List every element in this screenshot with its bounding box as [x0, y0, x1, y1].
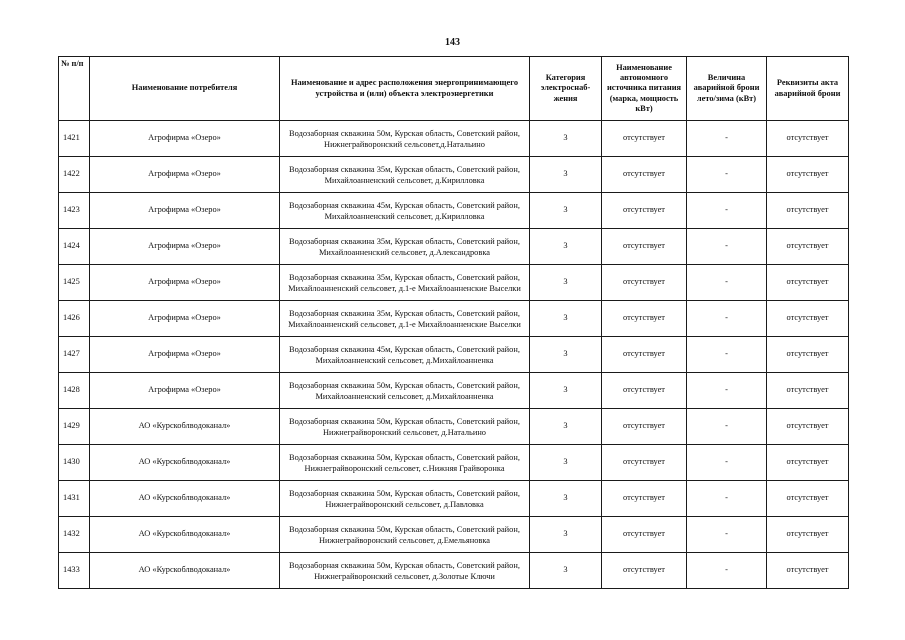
cell-num: 1433 — [59, 553, 90, 589]
cell-power-source: отсутствует — [602, 157, 687, 193]
cell-power-source: отсутствует — [602, 301, 687, 337]
cell-reserve: - — [687, 553, 767, 589]
cell-num: 1430 — [59, 445, 90, 481]
cell-consumer: Агрофирма «Озеро» — [90, 301, 280, 337]
cell-power-source: отсутствует — [602, 517, 687, 553]
cell-object-address: Водозаборная скважина 50м, Курская область, Советский район, Нижнеграйворонский сельсовет, д.Золотые Ключи — [280, 553, 530, 589]
table-row — [59, 157, 849, 193]
header-num: № п/п — [59, 57, 90, 121]
table-row — [59, 229, 849, 265]
cell-act: отсутствует — [767, 481, 849, 517]
cell-category: 3 — [530, 193, 602, 229]
cell-act: отсутствует — [767, 445, 849, 481]
cell-num: 1432 — [59, 517, 90, 553]
emergency-reserve-table — [58, 56, 849, 589]
table-row — [59, 373, 849, 409]
header-reserve: Величина аварийной брони лето/зима (кВт) — [687, 57, 767, 121]
cell-power-source: отсутствует — [602, 265, 687, 301]
cell-category: 3 — [530, 265, 602, 301]
cell-object-address: Водозаборная скважина 35м, Курская область, Советский район, Михайлоанненский сельсовет, д.1-е Михайлоанненские Выселки — [280, 301, 530, 337]
cell-reserve: - — [687, 445, 767, 481]
cell-num: 1428 — [59, 373, 90, 409]
cell-num: 1421 — [59, 121, 90, 157]
table-row — [59, 481, 849, 517]
cell-category: 3 — [530, 373, 602, 409]
cell-reserve: - — [687, 157, 767, 193]
cell-consumer: Агрофирма «Озеро» — [90, 337, 280, 373]
cell-act: отсутствует — [767, 337, 849, 373]
cell-object-address: Водозаборная скважина 50м, Курская область, Советский район, Нижнеграйворонский сельсовет, с.Нижняя Грайворонка — [280, 445, 530, 481]
cell-consumer: Агрофирма «Озеро» — [90, 121, 280, 157]
cell-object-address: Водозаборная скважина 50м, Курская область, Советский район, Нижнеграйворонский сельсовет, д.Натальино — [280, 409, 530, 445]
cell-act: отсутствует — [767, 409, 849, 445]
cell-object-address: Водозаборная скважина 35м, Курская область, Советский район, Михайлоанненский сельсовет, д.1-е Михайлоанненские Выселки — [280, 265, 530, 301]
cell-power-source: отсутствует — [602, 409, 687, 445]
cell-act: отсутствует — [767, 301, 849, 337]
cell-object-address: Водозаборная скважина 50м, Курская область, Советский район, Нижнеграйворонский сельсовет,д.Натальино — [280, 121, 530, 157]
table-row — [59, 409, 849, 445]
cell-power-source: отсутствует — [602, 337, 687, 373]
header-object: Наименование и адрес расположения энергопринимающего устройства и (или) объекта электроэнергетики — [280, 57, 530, 121]
cell-object-address: Водозаборная скважина 50м, Курская область, Советский район, Нижнеграйворонский сельсовет, д.Павловка — [280, 481, 530, 517]
cell-category: 3 — [530, 409, 602, 445]
cell-reserve: - — [687, 409, 767, 445]
page-number: 143 — [445, 37, 460, 48]
cell-reserve: - — [687, 301, 767, 337]
cell-reserve: - — [687, 229, 767, 265]
cell-consumer: Агрофирма «Озеро» — [90, 265, 280, 301]
cell-category: 3 — [530, 301, 602, 337]
cell-object-address: Водозаборная скважина 45м, Курская область, Советский район, Михайлоанненский сельсовет, д.Кирилловка — [280, 193, 530, 229]
cell-category: 3 — [530, 337, 602, 373]
cell-reserve: - — [687, 193, 767, 229]
cell-reserve: - — [687, 337, 767, 373]
cell-consumer: Агрофирма «Озеро» — [90, 229, 280, 265]
table-body — [59, 121, 849, 589]
cell-act: отсутствует — [767, 121, 849, 157]
cell-power-source: отсутствует — [602, 445, 687, 481]
cell-reserve: - — [687, 121, 767, 157]
cell-act: отсутствует — [767, 157, 849, 193]
cell-consumer: АО «Курскоблводоканал» — [90, 481, 280, 517]
cell-consumer: Агрофирма «Озеро» — [90, 193, 280, 229]
cell-consumer: АО «Курскоблводоканал» — [90, 517, 280, 553]
cell-act: отсутствует — [767, 193, 849, 229]
cell-power-source: отсутствует — [602, 229, 687, 265]
cell-num: 1424 — [59, 229, 90, 265]
cell-category: 3 — [530, 121, 602, 157]
header-consumer: Наименование потребителя — [90, 57, 280, 121]
cell-reserve: - — [687, 373, 767, 409]
cell-object-address: Водозаборная скважина 50м, Курская область, Советский район, Михайлоанненский сельсовет, д.Михайлоанненка — [280, 373, 530, 409]
cell-act: отсутствует — [767, 373, 849, 409]
table-row — [59, 445, 849, 481]
cell-category: 3 — [530, 517, 602, 553]
table-row — [59, 193, 849, 229]
cell-consumer: Агрофирма «Озеро» — [90, 157, 280, 193]
cell-reserve: - — [687, 517, 767, 553]
cell-num: 1431 — [59, 481, 90, 517]
cell-consumer: Агрофирма «Озеро» — [90, 373, 280, 409]
cell-num: 1425 — [59, 265, 90, 301]
cell-category: 3 — [530, 481, 602, 517]
cell-power-source: отсутствует — [602, 481, 687, 517]
cell-num: 1429 — [59, 409, 90, 445]
header-category: Категория электроснаб-жения — [530, 57, 602, 121]
cell-num: 1423 — [59, 193, 90, 229]
cell-num: 1426 — [59, 301, 90, 337]
table-header-row — [59, 57, 849, 121]
cell-object-address: Водозаборная скважина 50м, Курская область, Советский район, Нижнеграйворонский сельсовет, д.Емельяновка — [280, 517, 530, 553]
table-row — [59, 517, 849, 553]
cell-consumer: АО «Курскоблводоканал» — [90, 445, 280, 481]
cell-object-address: Водозаборная скважина 35м, Курская область, Советский район, Михайлоанненский сельсовет, д.Александровка — [280, 229, 530, 265]
cell-act: отсутствует — [767, 517, 849, 553]
cell-object-address: Водозаборная скважина 35м, Курская область, Советский район, Михайлоанненский сельсовет, д.Кирилловка — [280, 157, 530, 193]
cell-reserve: - — [687, 481, 767, 517]
cell-consumer: АО «Курскоблводоканал» — [90, 553, 280, 589]
header-act: Реквизиты акта аварийной брони — [767, 57, 849, 121]
table-row — [59, 301, 849, 337]
cell-power-source: отсутствует — [602, 193, 687, 229]
cell-consumer: АО «Курскоблводоканал» — [90, 409, 280, 445]
cell-act: отсутствует — [767, 553, 849, 589]
cell-num: 1427 — [59, 337, 90, 373]
cell-power-source: отсутствует — [602, 553, 687, 589]
cell-object-address: Водозаборная скважина 45м, Курская область, Советский район, Михайлоанненский сельсовет, д.Михайлоанненка — [280, 337, 530, 373]
cell-category: 3 — [530, 157, 602, 193]
header-source: Наименование автономного источника питания (марка, мощность кВт) — [602, 57, 687, 121]
cell-category: 3 — [530, 553, 602, 589]
table-row — [59, 265, 849, 301]
cell-act: отсутствует — [767, 265, 849, 301]
cell-act: отсутствует — [767, 229, 849, 265]
cell-reserve: - — [687, 265, 767, 301]
cell-category: 3 — [530, 445, 602, 481]
table-row — [59, 121, 849, 157]
cell-power-source: отсутствует — [602, 373, 687, 409]
table-row — [59, 553, 849, 589]
cell-num: 1422 — [59, 157, 90, 193]
table-row — [59, 337, 849, 373]
cell-power-source: отсутствует — [602, 121, 687, 157]
cell-category: 3 — [530, 229, 602, 265]
